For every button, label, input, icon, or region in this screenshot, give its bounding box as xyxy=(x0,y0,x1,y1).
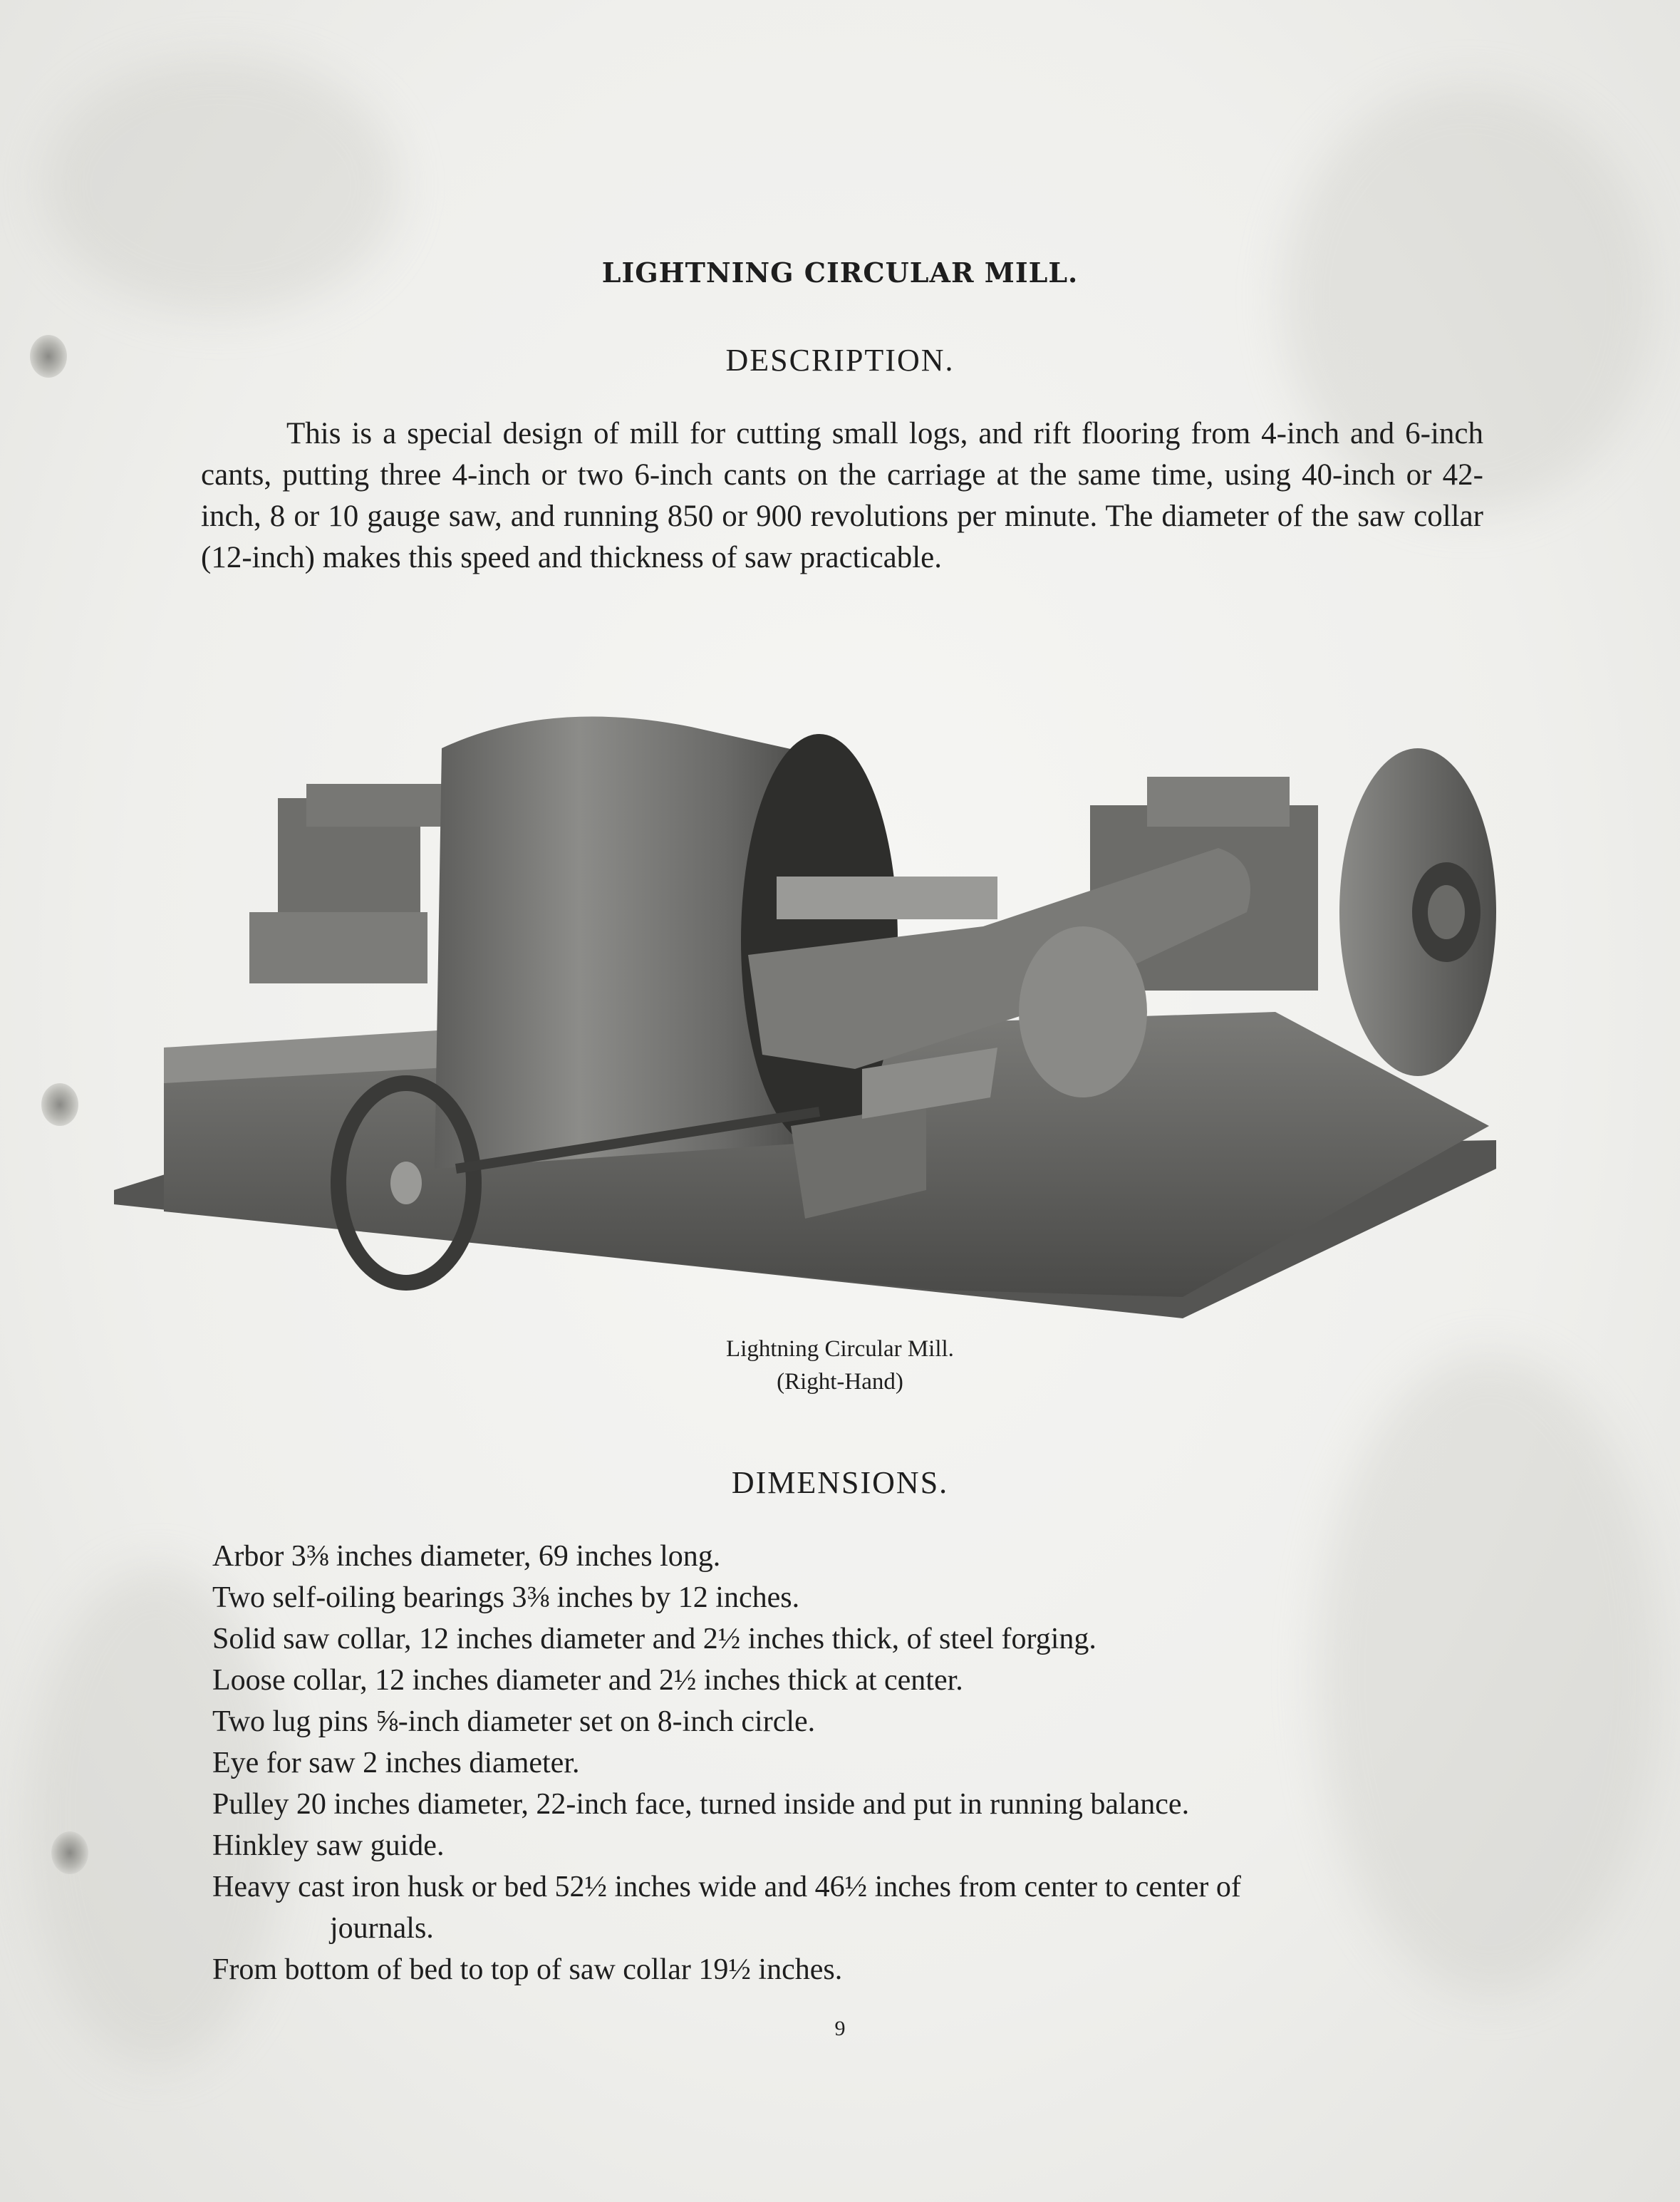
list-item-continuation xyxy=(212,1908,1538,1949)
right-bearing-cap xyxy=(1147,777,1290,827)
list-item: From bottom of bed to top of saw collar 19½ inches. xyxy=(212,1953,843,1986)
page-title: LIGHTNING CIRCULAR MILL. xyxy=(601,257,1079,289)
description-heading: DESCRIPTION. xyxy=(725,343,955,378)
list-item: Hinkley saw guide. xyxy=(212,1829,445,1862)
binder-hole xyxy=(41,1083,78,1126)
left-bearing-base xyxy=(249,912,427,983)
list-item: Solid saw collar, 12 inches diameter and 2½ inches thick, of steel forging. xyxy=(212,1623,1096,1655)
list-item: Eye for saw 2 inches diameter. xyxy=(212,1747,580,1779)
dimensions-list xyxy=(212,1536,1538,1990)
list-item: Pulley 20 inches diameter, 22-inch face, turned inside and put in running balance. xyxy=(212,1788,1190,1821)
caption-line-2: (Right-Hand) xyxy=(777,1369,903,1395)
hand-wheel-hub xyxy=(390,1162,422,1204)
dimensions-heading: DIMENSIONS. xyxy=(731,1465,949,1500)
list-item: Heavy cast iron husk or bed 52½ inches wide and 46½ inches from center to center of xyxy=(212,1871,1241,1903)
continuation-text: journals. xyxy=(330,1912,434,1945)
list-item: Loose collar, 12 inches diameter and 2½ inches thick at center. xyxy=(212,1664,963,1697)
collar-nut-face xyxy=(1428,885,1465,939)
figure-caption xyxy=(0,1333,1680,1398)
mill-illustration xyxy=(107,698,1496,1325)
list-item: Two lug pins ⅝-inch diameter set on 8-inch circle. xyxy=(212,1705,816,1738)
arbor-shaft xyxy=(777,877,997,919)
caption-line-1: Lightning Circular Mill. xyxy=(726,1336,954,1362)
guide-joint xyxy=(1019,926,1147,1097)
description-paragraph: This is a special design of mill for cutting small logs, and rift flooring from 4-inch and 6-inch cants, putting three 4-inch or two 6-inch cants on the carriage at the same time, using 40-inch or 42-inch, 8 or 10 gauge saw, and running 850 or 900 revolutions per minute. The diameter of the saw collar (12-inch) makes this speed and thickness of saw practicable. xyxy=(201,417,1483,574)
page-number: 9 xyxy=(834,2017,846,2040)
list-item: Two self-oiling bearings 3⅜ inches by 12 inches. xyxy=(212,1581,800,1614)
list-item: Arbor 3⅜ inches diameter, 69 inches long. xyxy=(212,1540,721,1573)
binder-hole xyxy=(51,1831,88,1874)
